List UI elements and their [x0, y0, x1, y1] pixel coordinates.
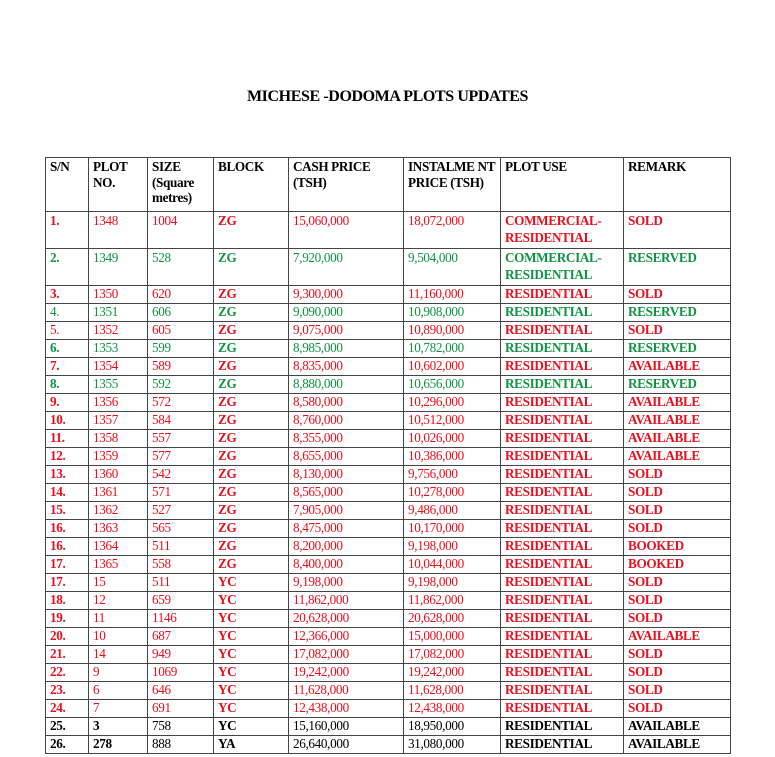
cell-block: YC — [214, 646, 289, 664]
cell-block: ZG — [214, 358, 289, 376]
cell-remark: RESERVED — [624, 249, 731, 286]
cell-cash-price: 8,835,000 — [289, 358, 404, 376]
cell-sn: 19. — [46, 610, 89, 628]
cell-cash-price: 15,060,000 — [289, 212, 404, 249]
cell-plot-no: 1357 — [89, 412, 148, 430]
cell-cash-price: 12,438,000 — [289, 700, 404, 718]
cell-size: 687 — [148, 628, 214, 646]
cell-block: YC — [214, 664, 289, 682]
cell-size: 527 — [148, 502, 214, 520]
header-plot-use: PLOT USE — [501, 158, 624, 212]
cell-plot-no: 278 — [89, 736, 148, 754]
cell-remark: AVAILABLE — [624, 412, 731, 430]
cell-size: 511 — [148, 538, 214, 556]
cell-plot-no: 10 — [89, 628, 148, 646]
table-row — [46, 448, 731, 466]
cell-size: 584 — [148, 412, 214, 430]
cell-cash-price: 9,090,000 — [289, 304, 404, 322]
cell-instalment-price: 10,512,000 — [404, 412, 501, 430]
cell-size: 577 — [148, 448, 214, 466]
cell-remark: SOLD — [624, 286, 731, 304]
cell-plot-no: 1358 — [89, 430, 148, 448]
cell-remark: BOOKED — [624, 556, 731, 574]
cell-plot-use: RESIDENTIAL — [501, 502, 624, 520]
cell-size: 599 — [148, 340, 214, 358]
cell-plot-no: 1361 — [89, 484, 148, 502]
cell-plot-no: 1348 — [89, 212, 148, 249]
cell-cash-price: 8,655,000 — [289, 448, 404, 466]
table-body — [46, 212, 731, 754]
cell-block: ZG — [214, 304, 289, 322]
table-row — [46, 286, 731, 304]
header-instalment-price: INSTALME NT PRICE (TSH) — [404, 158, 501, 212]
cell-instalment-price: 12,438,000 — [404, 700, 501, 718]
table-row — [46, 610, 731, 628]
cell-block: YC — [214, 628, 289, 646]
table-row — [46, 646, 731, 664]
cell-remark: AVAILABLE — [624, 736, 731, 754]
cell-plot-no: 14 — [89, 646, 148, 664]
table-header-row — [46, 158, 731, 212]
cell-block: ZG — [214, 212, 289, 249]
cell-remark: RESERVED — [624, 340, 731, 358]
cell-cash-price: 8,130,000 — [289, 466, 404, 484]
table-row — [46, 358, 731, 376]
cell-block: ZG — [214, 502, 289, 520]
cell-block: YC — [214, 592, 289, 610]
cell-sn: 16. — [46, 520, 89, 538]
cell-instalment-price: 9,486,000 — [404, 502, 501, 520]
cell-cash-price: 17,082,000 — [289, 646, 404, 664]
cell-block: ZG — [214, 556, 289, 574]
cell-instalment-price: 10,026,000 — [404, 430, 501, 448]
cell-plot-no: 9 — [89, 664, 148, 682]
cell-remark: SOLD — [624, 646, 731, 664]
cell-plot-use: RESIDENTIAL — [501, 718, 624, 736]
cell-size: 1069 — [148, 664, 214, 682]
cell-cash-price: 19,242,000 — [289, 664, 404, 682]
cell-plot-no: 1360 — [89, 466, 148, 484]
cell-instalment-price: 11,160,000 — [404, 286, 501, 304]
cell-sn: 9. — [46, 394, 89, 412]
cell-size: 565 — [148, 520, 214, 538]
cell-remark: SOLD — [624, 520, 731, 538]
cell-block: ZG — [214, 412, 289, 430]
cell-remark: SOLD — [624, 502, 731, 520]
table-row — [46, 628, 731, 646]
cell-remark: RESERVED — [624, 376, 731, 394]
table-row — [46, 574, 731, 592]
table-row — [46, 212, 731, 249]
cell-cash-price: 26,640,000 — [289, 736, 404, 754]
cell-plot-use: COMMERCIAL-RESIDENTIAL — [501, 249, 624, 286]
table-row — [46, 592, 731, 610]
table-row — [46, 556, 731, 574]
cell-plot-no: 1362 — [89, 502, 148, 520]
cell-cash-price: 8,565,000 — [289, 484, 404, 502]
cell-plot-use: RESIDENTIAL — [501, 448, 624, 466]
cell-block: ZG — [214, 249, 289, 286]
cell-size: 949 — [148, 646, 214, 664]
cell-remark: SOLD — [624, 484, 731, 502]
cell-cash-price: 15,160,000 — [289, 718, 404, 736]
table-row — [46, 664, 731, 682]
header-plot-no: PLOT NO. — [89, 158, 148, 212]
cell-plot-no: 1356 — [89, 394, 148, 412]
cell-plot-use: RESIDENTIAL — [501, 556, 624, 574]
cell-sn: 13. — [46, 466, 89, 484]
cell-size: 606 — [148, 304, 214, 322]
cell-plot-no: 1354 — [89, 358, 148, 376]
cell-cash-price: 7,920,000 — [289, 249, 404, 286]
cell-plot-no: 1349 — [89, 249, 148, 286]
cell-remark: SOLD — [624, 700, 731, 718]
cell-plot-use: RESIDENTIAL — [501, 736, 624, 754]
cell-sn: 25. — [46, 718, 89, 736]
cell-instalment-price: 10,890,000 — [404, 322, 501, 340]
cell-sn: 24. — [46, 700, 89, 718]
cell-size: 758 — [148, 718, 214, 736]
cell-plot-use: RESIDENTIAL — [501, 466, 624, 484]
cell-plot-use: COMMERCIAL-RESIDENTIAL — [501, 212, 624, 249]
cell-plot-use: RESIDENTIAL — [501, 484, 624, 502]
cell-instalment-price: 10,044,000 — [404, 556, 501, 574]
cell-size: 558 — [148, 556, 214, 574]
table-row — [46, 430, 731, 448]
cell-remark: AVAILABLE — [624, 628, 731, 646]
cell-remark: AVAILABLE — [624, 358, 731, 376]
cell-size: 511 — [148, 574, 214, 592]
cell-remark: SOLD — [624, 610, 731, 628]
cell-sn: 17. — [46, 574, 89, 592]
cell-block: YC — [214, 700, 289, 718]
cell-plot-use: RESIDENTIAL — [501, 664, 624, 682]
cell-remark: SOLD — [624, 322, 731, 340]
cell-instalment-price: 10,656,000 — [404, 376, 501, 394]
cell-plot-use: RESIDENTIAL — [501, 430, 624, 448]
cell-instalment-price: 10,386,000 — [404, 448, 501, 466]
cell-sn: 16. — [46, 538, 89, 556]
table-row — [46, 538, 731, 556]
cell-plot-use: RESIDENTIAL — [501, 286, 624, 304]
header-block: BLOCK — [214, 158, 289, 212]
cell-block: ZG — [214, 322, 289, 340]
cell-instalment-price: 19,242,000 — [404, 664, 501, 682]
cell-instalment-price: 9,504,000 — [404, 249, 501, 286]
table-row — [46, 412, 731, 430]
cell-plot-no: 1365 — [89, 556, 148, 574]
table-row — [46, 304, 731, 322]
cell-block: ZG — [214, 520, 289, 538]
cell-plot-use: RESIDENTIAL — [501, 520, 624, 538]
table-row — [46, 376, 731, 394]
cell-sn: 17. — [46, 556, 89, 574]
cell-size: 888 — [148, 736, 214, 754]
cell-instalment-price: 10,908,000 — [404, 304, 501, 322]
cell-size: 572 — [148, 394, 214, 412]
cell-plot-use: RESIDENTIAL — [501, 682, 624, 700]
cell-remark: AVAILABLE — [624, 394, 731, 412]
cell-size: 691 — [148, 700, 214, 718]
cell-plot-no: 1355 — [89, 376, 148, 394]
document-title: MICHESE -DODOMA PLOTS UPDATES — [246, 88, 529, 105]
cell-sn: 22. — [46, 664, 89, 682]
cell-block: ZG — [214, 538, 289, 556]
cell-remark: SOLD — [624, 664, 731, 682]
cell-plot-no: 1353 — [89, 340, 148, 358]
cell-cash-price: 7,905,000 — [289, 502, 404, 520]
cell-sn: 14. — [46, 484, 89, 502]
cell-plot-no: 7 — [89, 700, 148, 718]
cell-instalment-price: 9,756,000 — [404, 466, 501, 484]
header-remark: REMARK — [624, 158, 731, 212]
cell-plot-use: RESIDENTIAL — [501, 394, 624, 412]
cell-instalment-price: 10,296,000 — [404, 394, 501, 412]
cell-size: 1004 — [148, 212, 214, 249]
cell-block: ZG — [214, 394, 289, 412]
cell-instalment-price: 11,862,000 — [404, 592, 501, 610]
table-row — [46, 484, 731, 502]
cell-remark: RESERVED — [624, 304, 731, 322]
cell-cash-price: 8,760,000 — [289, 412, 404, 430]
cell-sn: 11. — [46, 430, 89, 448]
cell-sn: 3. — [46, 286, 89, 304]
cell-plot-use: RESIDENTIAL — [501, 628, 624, 646]
cell-sn: 1. — [46, 212, 89, 249]
cell-plot-use: RESIDENTIAL — [501, 700, 624, 718]
cell-size: 659 — [148, 592, 214, 610]
cell-remark: SOLD — [624, 592, 731, 610]
cell-block: ZG — [214, 448, 289, 466]
header-cash-price: CASH PRICE (TSH) — [289, 158, 404, 212]
cell-instalment-price: 17,082,000 — [404, 646, 501, 664]
cell-sn: 23. — [46, 682, 89, 700]
cell-plot-use: RESIDENTIAL — [501, 610, 624, 628]
cell-size: 528 — [148, 249, 214, 286]
cell-plot-no: 3 — [89, 718, 148, 736]
table-row — [46, 466, 731, 484]
cell-block: ZG — [214, 466, 289, 484]
cell-block: YC — [214, 682, 289, 700]
cell-instalment-price: 11,628,000 — [404, 682, 501, 700]
cell-block: ZG — [214, 286, 289, 304]
cell-instalment-price: 18,072,000 — [404, 212, 501, 249]
cell-plot-no: 1363 — [89, 520, 148, 538]
cell-block: YC — [214, 718, 289, 736]
cell-remark: AVAILABLE — [624, 430, 731, 448]
table-row — [46, 502, 731, 520]
cell-cash-price: 9,300,000 — [289, 286, 404, 304]
cell-instalment-price: 20,628,000 — [404, 610, 501, 628]
cell-sn: 18. — [46, 592, 89, 610]
cell-plot-use: RESIDENTIAL — [501, 304, 624, 322]
cell-instalment-price: 18,950,000 — [404, 718, 501, 736]
cell-block: ZG — [214, 484, 289, 502]
cell-size: 557 — [148, 430, 214, 448]
cell-instalment-price: 10,170,000 — [404, 520, 501, 538]
cell-sn: 4. — [46, 304, 89, 322]
header-sn: S/N — [46, 158, 89, 212]
cell-size: 589 — [148, 358, 214, 376]
cell-cash-price: 8,580,000 — [289, 394, 404, 412]
cell-plot-use: RESIDENTIAL — [501, 412, 624, 430]
cell-cash-price: 8,400,000 — [289, 556, 404, 574]
cell-remark: AVAILABLE — [624, 448, 731, 466]
plots-table — [45, 157, 731, 754]
cell-plot-use: RESIDENTIAL — [501, 322, 624, 340]
cell-cash-price: 9,198,000 — [289, 574, 404, 592]
cell-plot-use: RESIDENTIAL — [501, 574, 624, 592]
cell-sn: 6. — [46, 340, 89, 358]
table-row — [46, 520, 731, 538]
cell-block: ZG — [214, 340, 289, 358]
table-row — [46, 322, 731, 340]
cell-cash-price: 12,366,000 — [289, 628, 404, 646]
cell-cash-price: 20,628,000 — [289, 610, 404, 628]
cell-block: YA — [214, 736, 289, 754]
cell-remark: BOOKED — [624, 538, 731, 556]
cell-plot-no: 1352 — [89, 322, 148, 340]
cell-remark: AVAILABLE — [624, 718, 731, 736]
table-row — [46, 340, 731, 358]
cell-remark: SOLD — [624, 682, 731, 700]
cell-sn: 2. — [46, 249, 89, 286]
cell-sn: 26. — [46, 736, 89, 754]
cell-plot-no: 1359 — [89, 448, 148, 466]
cell-sn: 12. — [46, 448, 89, 466]
cell-instalment-price: 9,198,000 — [404, 574, 501, 592]
cell-cash-price: 8,475,000 — [289, 520, 404, 538]
cell-block: YC — [214, 574, 289, 592]
cell-plot-no: 6 — [89, 682, 148, 700]
cell-sn: 10. — [46, 412, 89, 430]
cell-instalment-price: 10,602,000 — [404, 358, 501, 376]
cell-cash-price: 8,880,000 — [289, 376, 404, 394]
cell-sn: 8. — [46, 376, 89, 394]
table-row — [46, 394, 731, 412]
table-row — [46, 249, 731, 286]
cell-block: YC — [214, 610, 289, 628]
cell-cash-price: 9,075,000 — [289, 322, 404, 340]
header-size: SIZE (Square metres) — [148, 158, 214, 212]
cell-size: 646 — [148, 682, 214, 700]
cell-block: ZG — [214, 430, 289, 448]
table-row — [46, 682, 731, 700]
table-row — [46, 718, 731, 736]
cell-plot-no: 1350 — [89, 286, 148, 304]
cell-plot-use: RESIDENTIAL — [501, 592, 624, 610]
cell-plot-use: RESIDENTIAL — [501, 646, 624, 664]
cell-cash-price: 8,355,000 — [289, 430, 404, 448]
cell-plot-no: 11 — [89, 610, 148, 628]
cell-block: ZG — [214, 376, 289, 394]
cell-cash-price: 11,862,000 — [289, 592, 404, 610]
cell-size: 605 — [148, 322, 214, 340]
cell-plot-no: 12 — [89, 592, 148, 610]
cell-size: 592 — [148, 376, 214, 394]
cell-plot-use: RESIDENTIAL — [501, 376, 624, 394]
cell-cash-price: 8,200,000 — [289, 538, 404, 556]
cell-size: 620 — [148, 286, 214, 304]
cell-sn: 7. — [46, 358, 89, 376]
cell-sn: 5. — [46, 322, 89, 340]
cell-plot-no: 1351 — [89, 304, 148, 322]
cell-remark: SOLD — [624, 212, 731, 249]
cell-size: 542 — [148, 466, 214, 484]
table-row — [46, 736, 731, 754]
cell-sn: 20. — [46, 628, 89, 646]
cell-sn: 15. — [46, 502, 89, 520]
cell-size: 1146 — [148, 610, 214, 628]
cell-plot-use: RESIDENTIAL — [501, 538, 624, 556]
cell-size: 571 — [148, 484, 214, 502]
table-row — [46, 700, 731, 718]
cell-instalment-price: 10,278,000 — [404, 484, 501, 502]
cell-plot-no: 15 — [89, 574, 148, 592]
cell-cash-price: 11,628,000 — [289, 682, 404, 700]
cell-instalment-price: 15,000,000 — [404, 628, 501, 646]
cell-instalment-price: 9,198,000 — [404, 538, 501, 556]
cell-remark: SOLD — [624, 574, 731, 592]
cell-plot-no: 1364 — [89, 538, 148, 556]
cell-instalment-price: 10,782,000 — [404, 340, 501, 358]
cell-instalment-price: 31,080,000 — [404, 736, 501, 754]
cell-plot-use: RESIDENTIAL — [501, 340, 624, 358]
cell-remark: SOLD — [624, 466, 731, 484]
cell-plot-use: RESIDENTIAL — [501, 358, 624, 376]
cell-sn: 21. — [46, 646, 89, 664]
cell-cash-price: 8,985,000 — [289, 340, 404, 358]
